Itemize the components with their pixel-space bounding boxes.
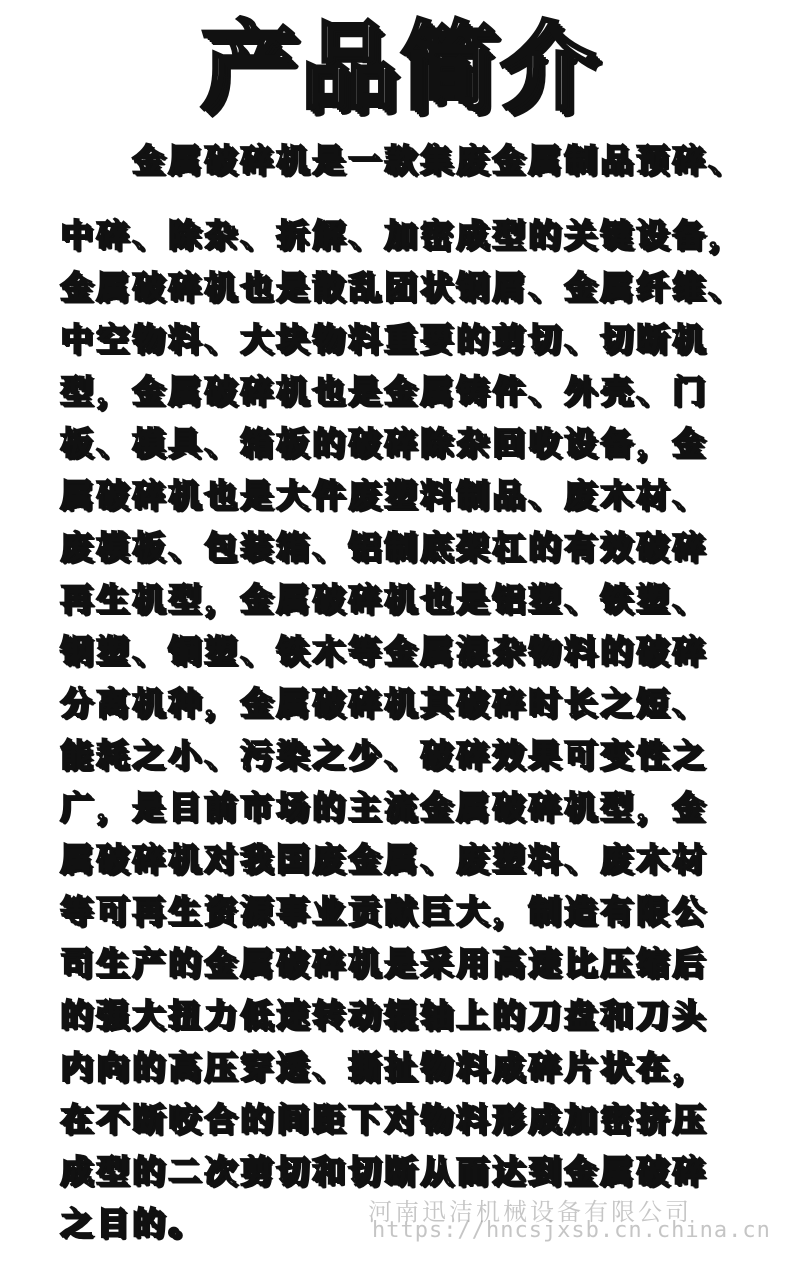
watermark-company: 河南迅洁机械设备有限公司: [368, 1198, 692, 1226]
paragraph-line: 的强大扭力低速转动辊轴上的刀盘和刀头: [60, 996, 709, 1034]
paragraph-line: 成型的二次剪切和切断从而达到金属破碎: [60, 1152, 709, 1190]
paragraph-line: 广，是目前市场的主流金属破碎机型，金: [60, 788, 709, 826]
paragraph-line: 之目的。: [60, 1204, 205, 1242]
paragraph-line: 金属破碎机是一款集废金属制品预碎、: [132, 141, 745, 179]
paragraph-line: 属破碎机对我国废金属、废塑料、废木材: [60, 840, 709, 878]
paragraph-line: 等可再生资源事业贡献巨大，制造有限公: [60, 892, 709, 930]
paragraph-line: 型，金属破碎机也是金属铸件、外壳、门: [60, 372, 709, 410]
paragraph-line: 属破碎机也是大件废塑料制品、废木材、: [60, 476, 709, 514]
paragraph-line: 中碎、除杂、拆解、加密成型的关键设备，: [60, 216, 745, 254]
paragraph-line: 废模板、包装箱、铝制底架杠的有效破碎: [60, 528, 709, 566]
paragraph-line: 司生产的金属破碎机是采用高速比压缩后: [60, 944, 709, 982]
watermark-url: https://hncsjxsb.cn.china.cn: [372, 1218, 771, 1243]
paragraph-line: 内向的高压穿透、撕扯物料成碎片状在，: [60, 1048, 709, 1086]
paragraph-line: 再生机型，金属破碎机也是铝塑、铁塑、: [60, 580, 709, 618]
paragraph-line: 分离机种，金属破碎机其破碎时长之短、: [60, 684, 709, 722]
paragraph-line: 在不断咬合的间距下对物料形成加密挤压: [60, 1100, 709, 1138]
paragraph-line: 中空物料、大块物料重要的剪切、切断机: [60, 320, 709, 358]
page-title: 产品简介: [200, 11, 600, 123]
paragraph-line: 板、模具、箱板的破碎除杂回收设备，金: [60, 424, 709, 462]
paragraph-line: 能耗之小、污染之少、破碎效果可变性之: [60, 736, 709, 774]
paragraph-line: 金属破碎机也是散乱团状钢屑、金属纤维、: [60, 268, 745, 306]
paragraph-line: 钢塑、铜塑、铁木等金属混杂物料的破碎: [60, 632, 709, 670]
